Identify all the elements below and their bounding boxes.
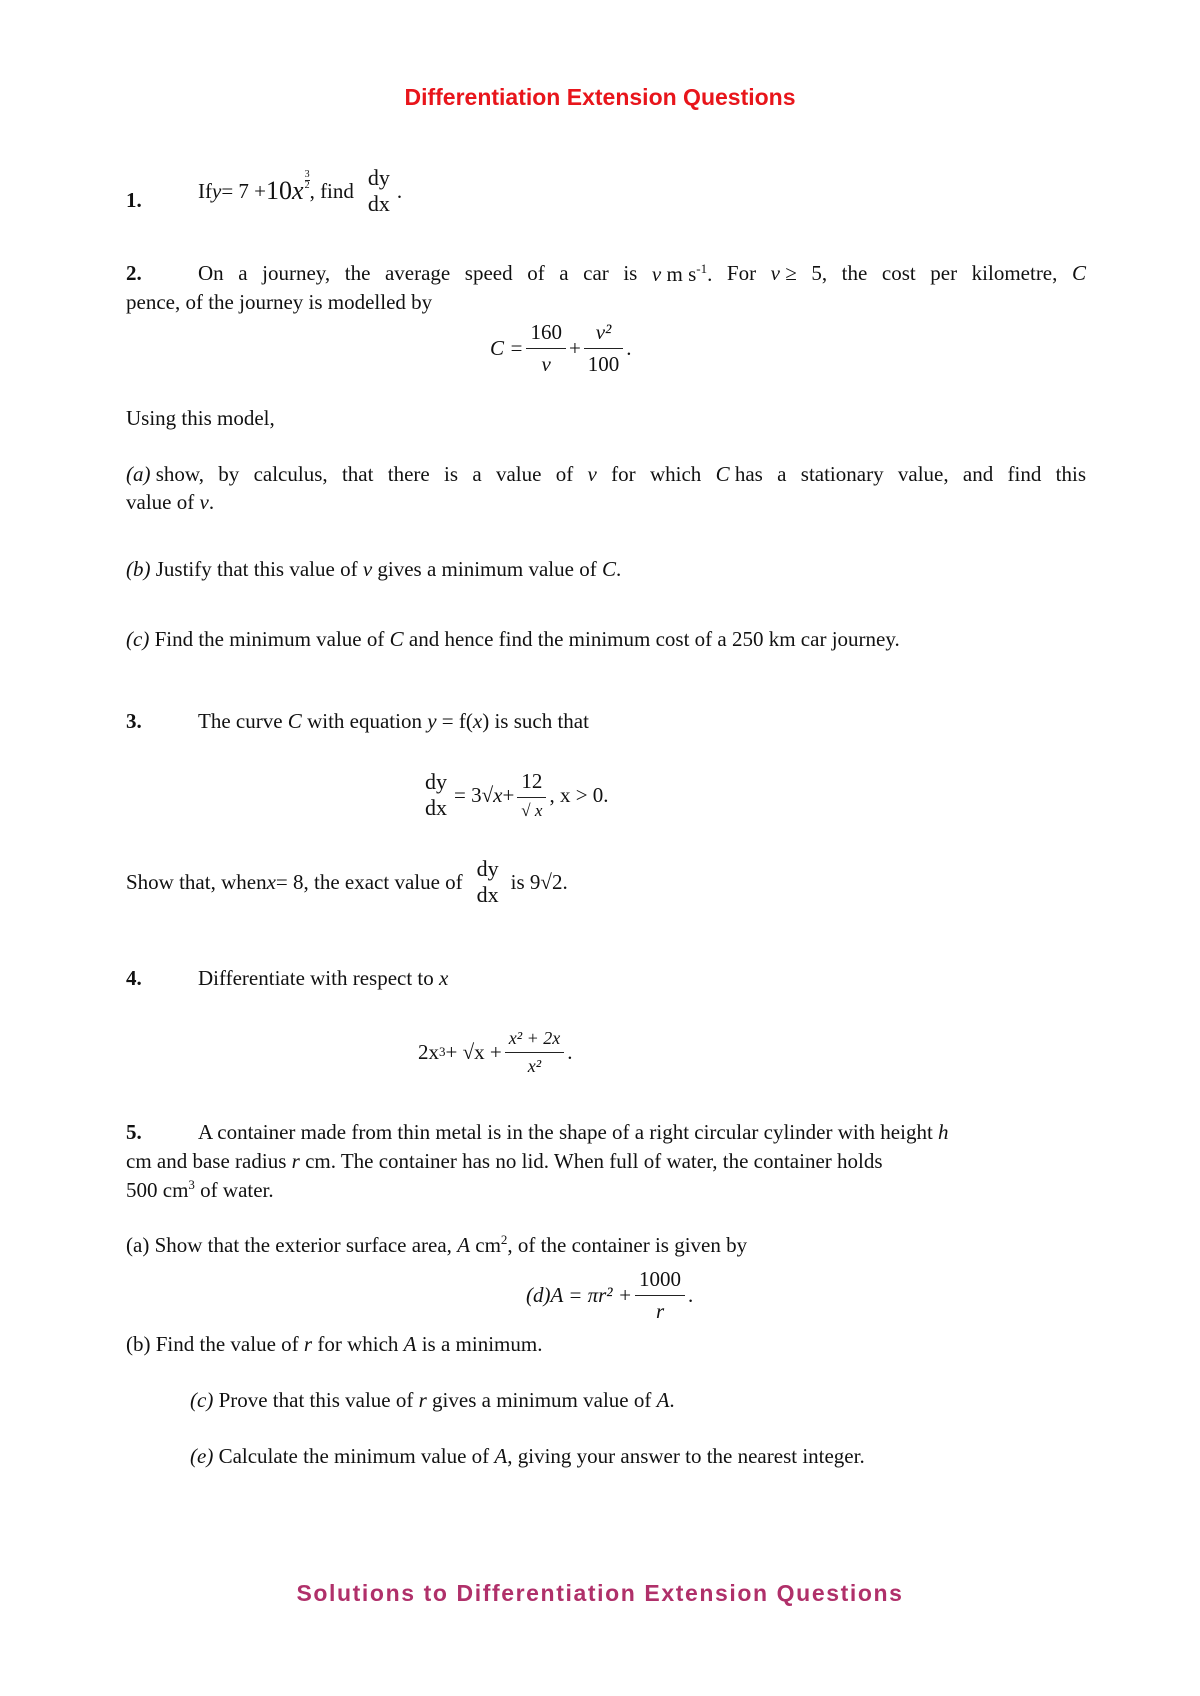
solutions-heading: Solutions to Differentiation Extension Questions [296, 1580, 904, 1606]
question-5-part-c: (c) Prove that this value of r gives a minimum value of A. [190, 1388, 675, 1412]
question-5-part-e: (e) Calculate the minimum value of A, giving your answer to the nearest integer. [190, 1444, 865, 1468]
question-3-show: Show that, when x = 8, the exact value of dy dx is 9√2. [126, 856, 568, 907]
question-5-line-1: A container made from thin metal is in the shape of a right circular cylinder with height h [198, 1120, 949, 1144]
question-2-line-1: On a journey, the average speed of a car is v m $s^{-1}$. For v ≥ 5, the cost per kilometre, C [198, 261, 1086, 286]
page-title: Differentiation Extension Questions [404, 84, 796, 110]
question-3-text: The curve C with equation y = f(x) is such that [198, 709, 589, 733]
question-5-line-2: cm and base radius r cm. The container has no lid. When full of water, the container holds [126, 1149, 883, 1173]
question-4-number: 4. [126, 966, 142, 990]
question-2-part-b: (b) Justify that this value of v gives a minimum value of C. [126, 557, 622, 581]
question-4-text: Differentiate with respect to x [198, 966, 449, 990]
question-2-formula: C = $\frac{160}{v}$ + $\frac{\text{v²}}{100}$ . [490, 319, 632, 376]
question-5-line-3: 500 $cm^3$ of water. [126, 1177, 274, 1202]
question-2-number: 2. [126, 261, 142, 285]
question-3-number: 3. [126, 709, 142, 733]
question-5-part-b: (b) Find the value of r for which A is a minimum. [126, 1332, 543, 1356]
question-5-part-a: (a) Show that the exterior surface area, A $cm^2$, of the container is given by [126, 1232, 748, 1257]
question-2-part-c: (c) Find the minimum value of C and hence find the minimum cost of a 250 km car journey. [126, 627, 900, 651]
question-5-formula: (d) A = πr² + $\frac{1000}{r}$ . [526, 1266, 694, 1323]
question-2-part-a-line-2: value of v. [126, 490, 215, 514]
question-5-number: 5. [126, 1120, 142, 1144]
question-3-derivative: dy dx = 3√ x + $\frac{12}{√ x}$ , x > 0. [425, 769, 609, 820]
question-2-part-a-line-1: (a) show, by calculus, that there is a value of v for which C has a stationary value, and find this [126, 462, 1086, 486]
question-4-expression: 2x 3 + √x + $\frac{\text{x² + 2x}}{\text{x²}}$ . [418, 1027, 573, 1076]
question-2-line-2: pence, of the journey is modelled by [126, 290, 433, 314]
question-1-text: If y = 7 + 10 x 3 2 , find dy dx . [198, 165, 403, 216]
question-2-intro: Using this model, [126, 406, 275, 430]
question-1-number: 1. [126, 188, 142, 212]
